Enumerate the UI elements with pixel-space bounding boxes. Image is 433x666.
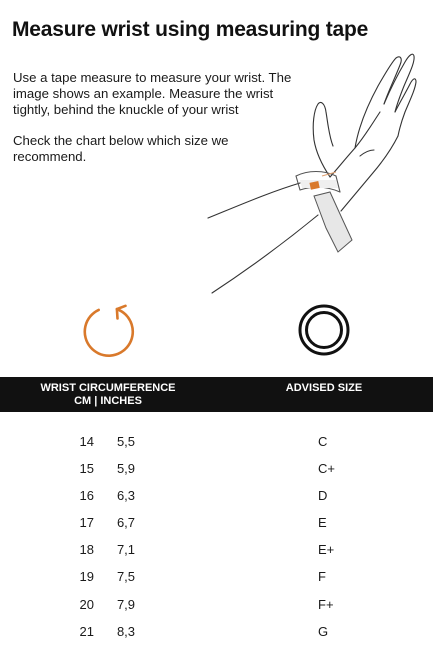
cm-cell: 16 bbox=[79, 488, 94, 504]
instruction-text: Use a tape measure to measure your wrist. The image shows an example. Measure the wrist tightly, behind the knuckle of your wrist bbox=[13, 70, 292, 117]
advised-size-header: ADVISED SIZE bbox=[285, 382, 363, 394]
inches-cell: 7,1 bbox=[116, 542, 136, 558]
size-cell: C bbox=[318, 434, 328, 449]
table-row bbox=[0, 454, 433, 481]
table-row bbox=[0, 590, 433, 617]
inches-cell: 6,7 bbox=[116, 515, 136, 531]
inches-cell: 8,3 bbox=[116, 623, 136, 639]
cm-cell: 20 bbox=[79, 596, 94, 612]
page-title: Measure wrist using measuring tape bbox=[12, 18, 369, 41]
cm-cell: 14 bbox=[79, 434, 94, 449]
cm-cell: 21 bbox=[79, 623, 94, 639]
inches-cell: 6,3 bbox=[116, 488, 136, 504]
rotate-arrow-icon bbox=[80, 302, 136, 358]
wrist-header-line2: CM | INCHES bbox=[74, 395, 142, 407]
table-row bbox=[0, 427, 433, 454]
size-cell: E+ bbox=[318, 542, 335, 558]
size-table-header bbox=[0, 377, 433, 412]
inches-cell: 5,9 bbox=[116, 461, 136, 477]
size-cell: F+ bbox=[318, 596, 334, 612]
inches-cell: 5,5 bbox=[116, 434, 136, 449]
wrist-circumference-header bbox=[20, 382, 196, 408]
size-cell: C+ bbox=[318, 461, 335, 477]
inches-cell: 7,9 bbox=[116, 596, 136, 612]
chart-hint-text: Check the chart below which size we recommend. bbox=[13, 133, 229, 164]
table-row bbox=[0, 562, 433, 589]
table-row bbox=[0, 617, 433, 644]
size-cell: D bbox=[318, 488, 328, 504]
table-row bbox=[0, 508, 433, 535]
ring-icon bbox=[296, 302, 352, 358]
size-cell: F bbox=[318, 569, 326, 585]
hand-illustration bbox=[0, 0, 433, 300]
size-table-body bbox=[0, 427, 433, 644]
cm-cell: 15 bbox=[79, 461, 94, 477]
inches-cell: 7,5 bbox=[116, 569, 136, 585]
cm-cell: 19 bbox=[79, 569, 94, 585]
size-cell: E bbox=[318, 515, 327, 531]
size-cell: G bbox=[318, 623, 329, 639]
table-row bbox=[0, 535, 433, 562]
table-row bbox=[0, 481, 433, 508]
cm-cell: 18 bbox=[79, 542, 94, 558]
wrist-header-line1: WRIST CIRCUMFERENCE bbox=[40, 382, 176, 394]
cm-cell: 17 bbox=[79, 515, 94, 531]
